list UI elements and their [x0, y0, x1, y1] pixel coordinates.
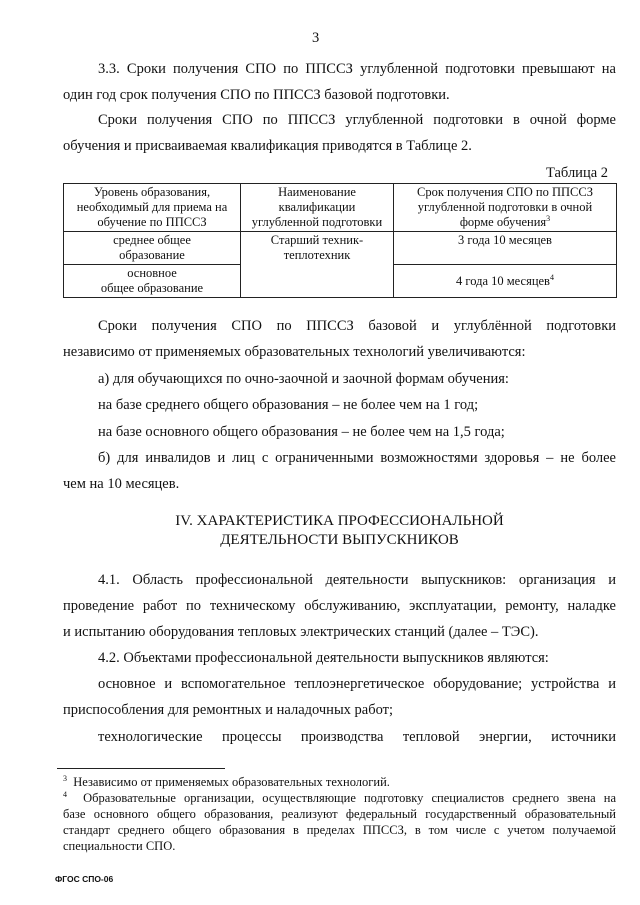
para-increase-line-5: на базе основного общего образования – не более чем на 1,5 года; — [98, 424, 505, 440]
para-4-1-line-3: и испытанию оборудования тепловых электрических станций (далее – ТЭС). — [63, 624, 539, 640]
para-terms-line-1: Сроки получения СПО по ППССЗ углубленной подготовки в очной форме — [98, 112, 616, 128]
term-cell: 3 года 10 месяцев — [394, 232, 617, 265]
table-2 — [63, 183, 617, 298]
page-number: 3 — [312, 30, 320, 46]
para-3-3-line-2: один год срок получения СПО по ППССЗ базовой подготовки. — [63, 87, 450, 103]
level-cell: основное общее образование — [64, 265, 241, 298]
para-4-1-line-2: проведение работ по техническому обслуживанию, эксплуатации, ремонту, наладке — [63, 598, 616, 614]
table-header-row — [64, 184, 617, 232]
table-caption: Таблица 2 — [546, 165, 609, 181]
footnote-divider — [57, 768, 225, 769]
para-increase-line-4: на базе среднего общего образования – не более чем на 1 год; — [98, 397, 479, 413]
para-4-1-line-1: 4.1. Область профессиональной деятельности выпускников: организация и — [98, 572, 616, 588]
header-qualification: Наименование квалификации углубленной подготовки — [241, 184, 394, 232]
footnote-ref-3: 3 — [546, 213, 551, 223]
para-increase-line-6: б) для инвалидов и лиц с ограниченными возможностями здоровья – не более — [98, 450, 616, 466]
para-4-2-line-3: приспособления для ремонтных и наладочных работ; — [63, 702, 394, 718]
para-increase-line-2: независимо от применяемых образовательных технологий увеличиваются: — [63, 344, 526, 360]
footnote-3: $^3$ Независимо от применяемых образовательных технологий. — [63, 773, 390, 789]
para-4-2-line-2: основное и вспомогательное теплоэнергетическое оборудование; устройства и — [98, 676, 616, 692]
footnote-4-line-1: $^4$ Образовательные организации, осуществляющие подготовку специалистов среднего звена на — [63, 789, 616, 805]
footnote-ref-4: 4 — [549, 272, 554, 282]
footer-code: ФГОС СПО-06 — [55, 874, 114, 884]
table-row — [64, 232, 617, 265]
section-title: IV. ХАРАКТЕРИСТИКА ПРОФЕССИОНАЛЬНОЙ ДЕЯТЕЛЬНОСТИ ВЫПУСКНИКОВ — [175, 513, 504, 548]
para-increase-line-1: Сроки получения СПО по ППССЗ базовой и углублённой подготовки — [98, 318, 616, 334]
footnote-4-line-3: стандарт среднего общего образования в пределах ППССЗ, в том числе с учетом получаемой — [63, 823, 616, 837]
para-4-2-line-4: технологические процессы производства тепловой энергии, источники — [98, 729, 616, 745]
para-4-2-line-1: 4.2. Объектами профессиональной деятельности выпускников являются: — [98, 650, 549, 666]
header-term: Срок получения СПО по ППССЗ углубленной подготовки в очной форме обучения$^3$ — [394, 184, 617, 232]
level-cell: среднее общее образование — [64, 232, 241, 265]
para-increase-line-3: а) для обучающихся по очно-заочной и заочной формам обучения: — [98, 371, 509, 387]
para-3-3-line-1: 3.3. Сроки получения СПО по ППССЗ углубленной подготовки превышают на — [98, 61, 616, 77]
footnote-4-line-2: базе основного общего образования, реализуют федеральный государственный образовательный — [63, 807, 616, 821]
qualification-cell: Старший техник- теплотехник — [241, 232, 394, 298]
term-cell: 4 года 10 месяцев$^4$ — [394, 265, 617, 298]
header-level: Уровень образования, необходимый для приема на обучение по ППССЗ — [64, 184, 241, 232]
para-terms-line-2: обучения и присваиваемая квалификация приводятся в Таблице 2. — [63, 138, 472, 154]
footnote-4-line-4: специальности СПО. — [63, 839, 176, 853]
para-increase-line-7: чем на 10 месяцев. — [63, 476, 180, 492]
